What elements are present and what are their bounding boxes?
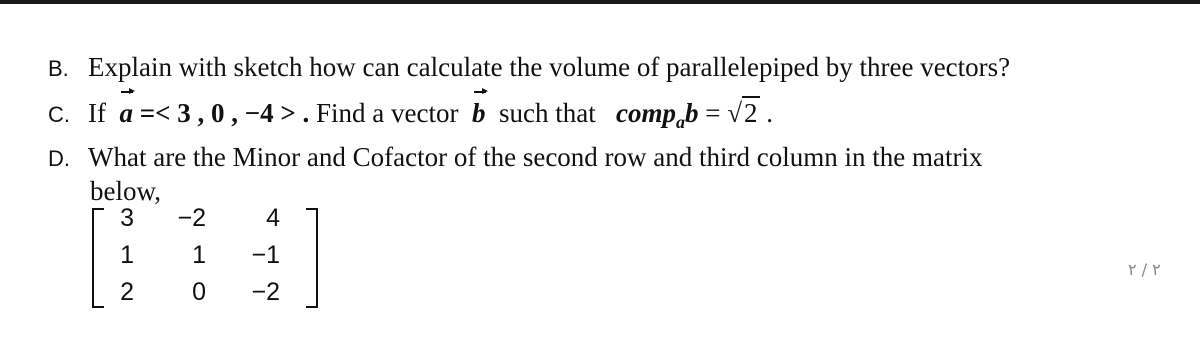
question-b-text: Explain with sketch how can calculate the volume of parallelepiped by three vectors? [88,52,1011,82]
question-c-period: . [766,98,774,128]
matrix-cell-3-3: −2 [251,278,280,306]
sqrt-expression [727,96,759,130]
matrix-cell-3-2: 0 [192,278,206,306]
equals-sign: = [705,98,721,128]
matrix [92,204,322,312]
question-c-if: If [88,98,106,128]
comp-word: comp [615,98,676,128]
question-b-label: B. [48,56,69,81]
vector-a-components: =< 3 , 0 , −4 > . [139,98,310,128]
matrix-cell-3-1: 2 [120,278,134,306]
question-c-label: C. [48,102,70,127]
question-d [48,140,982,176]
question-c [48,96,773,139]
comp-b: b [684,98,699,128]
question-d-text-line1: What are the Minor and Cofactor of the second row and third column in the matrix [88,142,983,172]
question-d-continued [90,174,161,208]
question-c-find: Find a vector [316,98,459,128]
matrix-right-bracket [306,208,318,308]
question-d-label: D. [48,146,70,171]
question-c-such-that: such that [499,98,596,128]
sqrt-sign: √ [727,98,743,128]
vector-a: a [119,98,133,128]
comp-subscript: a [675,112,685,132]
question-b [48,50,1010,86]
sqrt-value: 2 [744,98,758,128]
vector-b: b [472,98,486,128]
matrix-cell-2-3: −1 [251,241,280,269]
matrix-cell-1-1: 3 [120,204,134,232]
matrix-cell-2-2: 1 [192,241,206,269]
matrix-cell-1-2: −2 [177,204,206,232]
top-rule [0,0,1200,4]
question-d-text-line2: below, [90,176,161,206]
matrix-cell-2-1: 1 [120,241,134,269]
page-number: ٢ / ٢ [1128,260,1161,279]
matrix-cell-1-3: 4 [266,204,280,232]
